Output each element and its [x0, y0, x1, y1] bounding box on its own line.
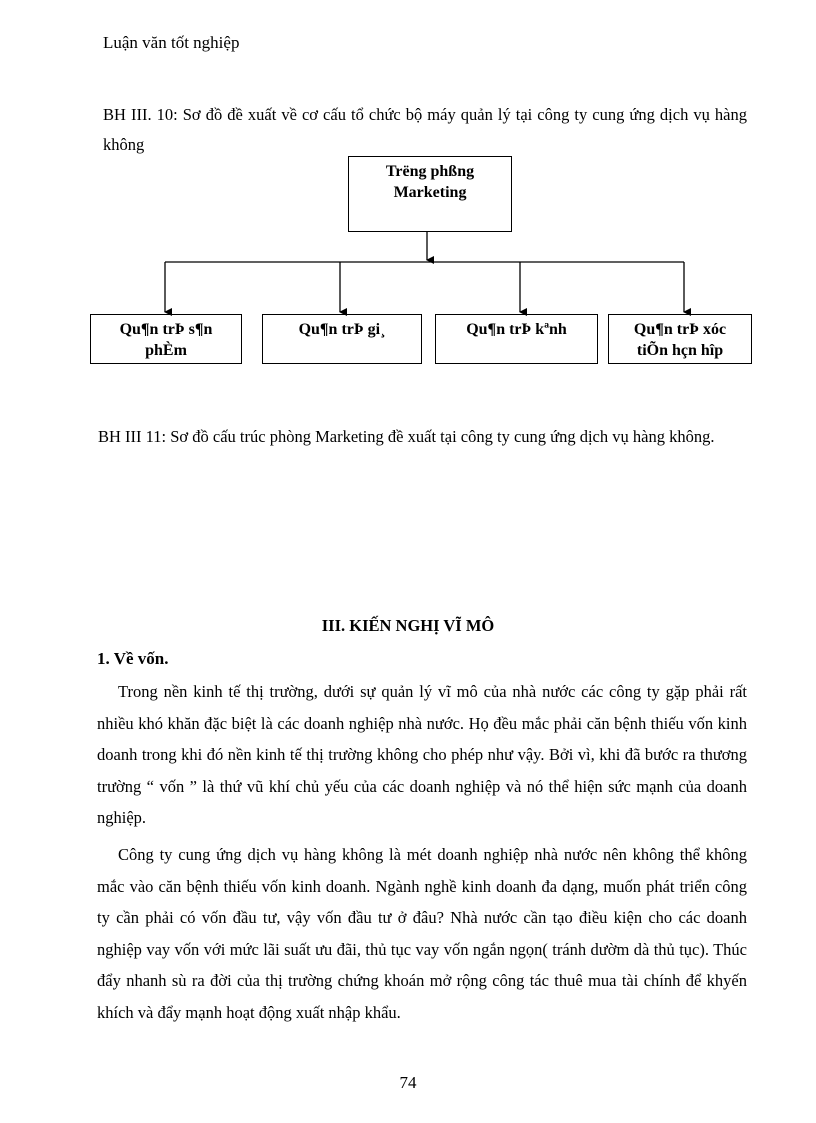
org-box-product — [90, 314, 242, 364]
org-box-product-line1: Qu¶n trÞ s¶n — [119, 321, 213, 338]
subsection-title: 1. Về vốn. — [97, 649, 169, 668]
figure-caption-1: BH III. 10: Sơ đồ đề xuất về cơ cấu tổ chức bộ máy quản lý tại công ty cung ứng dịch vụ hàng không — [103, 105, 747, 154]
org-box-price — [262, 314, 422, 364]
org-box-promotion — [608, 314, 752, 364]
org-box-head-line1: Trëng phßng — [385, 163, 475, 180]
org-box-promotion-line2: tiÕn hçn hîp — [636, 342, 724, 359]
org-box-price-line1: Qu¶n trÞ gi¸ — [298, 321, 386, 338]
org-box-channel — [435, 314, 598, 364]
section-title: III. KIẾN NGHỊ VĨ MÔ — [321, 616, 495, 635]
org-box-promotion-line1: Qu¶n trÞ xóc — [633, 321, 727, 338]
org-box-head-marketing — [348, 156, 512, 232]
org-box-channel-line1: Qu¶n trÞ kªnh — [466, 321, 567, 338]
body-paragraph-2: Công ty cung ứng dịch vụ hàng không là mét doanh nghiệp nhà nước nên không thể không mắc vào căn bệnh thiếu vốn kinh doanh. Ngành nghề kinh doanh đa dạng, muốn phát triển công ty cần phải có vốn đầu tư, vậy vốn đầu tư ở đâu? Nhà nước cần tạo điều kiện cho các doanh nghiệp vay vốn với mức lãi suất ưu đãi, thủ tục vay vốn ngắn ngọn( tránh dườm dà thủ tục). Thúc đẩy nhanh sù ra đời của thị trường chứng khoán mở rộng công tác thuê mua tài chính để khyến khích và đẩy mạnh hoạt động xuất nhập khẩu. — [97, 845, 747, 1022]
page-number: 74 — [399, 1073, 417, 1092]
org-box-product-line2: phÈm — [145, 342, 187, 359]
body-paragraph-1: Trong nền kinh tế thị trường, dưới sự quản lý vĩ mô của nhà nước các công ty gặp phải rất nhiều khó khăn đặc biệt là các doanh nghiệp nhà nước. Họ đều mắc phải căn bệnh thiếu vốn kinh doanh trong khi đó nền kinh tế thị trường không cho phép như vậy. Bởi vì, khi đã bước ra thương trường “ vốn ” là thứ vũ khí chủ yếu của các doanh nghiệp và nó thể hiện sức mạnh của doanh nghiệp. — [97, 682, 747, 827]
org-box-head-line2: Marketing — [393, 184, 467, 201]
figure-caption-2: BH III 11: Sơ đồ cấu trúc phòng Marketing đề xuất tại công ty cung ứng dịch vụ hàng không. — [98, 427, 715, 446]
document-header: Luận văn tốt nghiệp — [103, 33, 240, 52]
